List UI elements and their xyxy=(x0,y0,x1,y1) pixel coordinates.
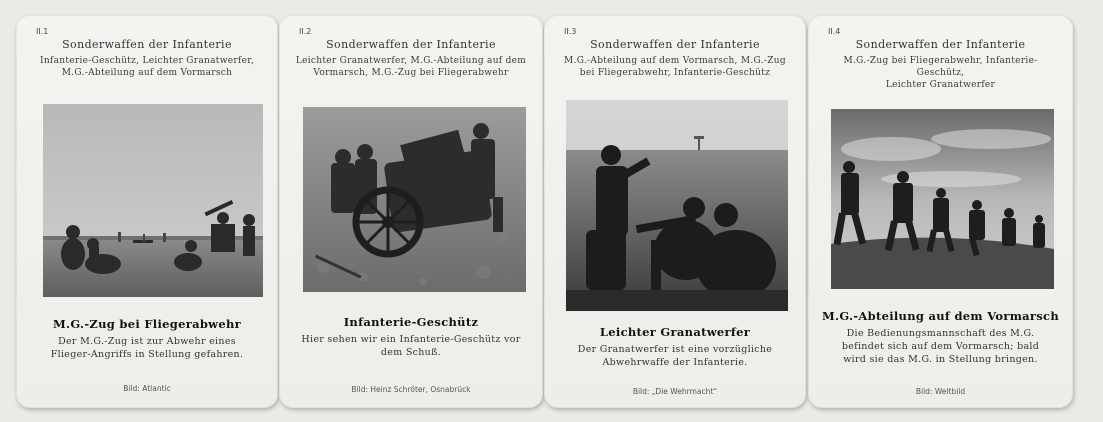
caption-title: Infanterie-Geschütz xyxy=(343,315,479,329)
mortar-crew-photo-icon xyxy=(566,100,788,311)
series-list-line: M.G.-Zug bei Fliegerabwehr, Infanterie-Geschütz, xyxy=(843,56,1038,78)
series-list-line: M.G.-Abteilung auf dem Vormarsch, M.G.-Zug xyxy=(564,56,786,66)
photo-credit: Bild: „Die Wehrmacht“ xyxy=(632,387,718,396)
quartet-card-1 xyxy=(16,15,278,408)
photo-credit: Bild: Atlantic xyxy=(123,384,171,393)
caption-text: Der Granatwerfer ist eine vorzügliche Abwehrwaffe der Infanterie. xyxy=(577,344,773,368)
series-list xyxy=(560,55,790,79)
series-list-line: M.G.-Abteilung auf dem Vormarsch xyxy=(61,68,233,78)
card-number: II.4 xyxy=(828,27,841,36)
quartet-card-4 xyxy=(808,15,1073,408)
card-photo xyxy=(43,104,263,297)
card-photo xyxy=(566,100,788,311)
series-list xyxy=(824,55,1057,91)
series-list-line: Infanterie-Geschütz, Leichter Granatwerfer, xyxy=(39,56,254,66)
caption-title: M.G.-Zug bei Fliegerabwehr xyxy=(52,317,241,331)
series-list-line: Vormarsch, M.G.-Zug bei Fliegerabwehr xyxy=(313,68,509,78)
series-list xyxy=(295,55,527,79)
series-title: Sonderwaffen der Infanterie xyxy=(855,38,1026,51)
series-list xyxy=(32,55,262,79)
series-title: Sonderwaffen der Infanterie xyxy=(590,38,760,51)
quartet-card-2 xyxy=(279,15,543,408)
anti-aircraft-machine-gun-squad-photo-icon xyxy=(43,104,263,297)
series-list-line: Leichter Granatwerfer xyxy=(885,80,996,90)
card-number: II.3 xyxy=(564,27,577,36)
card-photo xyxy=(831,109,1054,289)
infantry-gun-crew-photo-icon xyxy=(303,107,526,292)
series-title: Sonderwaffen der Infanterie xyxy=(62,38,232,51)
caption-text: Die Bedienungsmannschaft des M.G. befindet sich auf dem Vormarsch; bald wird sie das M.G. in Stellung bringen. xyxy=(841,328,1040,365)
caption-title: Leichter Granatwerfer xyxy=(599,325,751,339)
card-number: II.2 xyxy=(299,27,312,36)
quartet-card-3 xyxy=(544,15,806,408)
caption-text: Der M.G.-Zug ist zur Abwehr eines Flieger-Angriffs in Stellung gefahren. xyxy=(50,336,244,360)
series-title: Sonderwaffen der Infanterie xyxy=(326,38,496,51)
marching-soldiers-photo-icon xyxy=(831,109,1054,289)
series-list-line: bei Fliegerabwehr, Infanterie-Geschütz xyxy=(579,68,771,78)
caption-title: M.G.-Abteilung auf dem Vormarsch xyxy=(821,309,1060,323)
photo-credit: Bild: Heinz Schröter, Osnabrück xyxy=(351,385,471,394)
photo-credit: Bild: Weltbild xyxy=(915,387,966,396)
card-photo xyxy=(303,107,526,292)
card-number: II.1 xyxy=(36,27,49,36)
series-list-line: Leichter Granatwerfer, M.G.-Abteilung auf dem xyxy=(295,56,527,66)
caption-text: Hier sehen wir ein Infanterie-Geschütz vor dem Schuß. xyxy=(301,334,521,358)
